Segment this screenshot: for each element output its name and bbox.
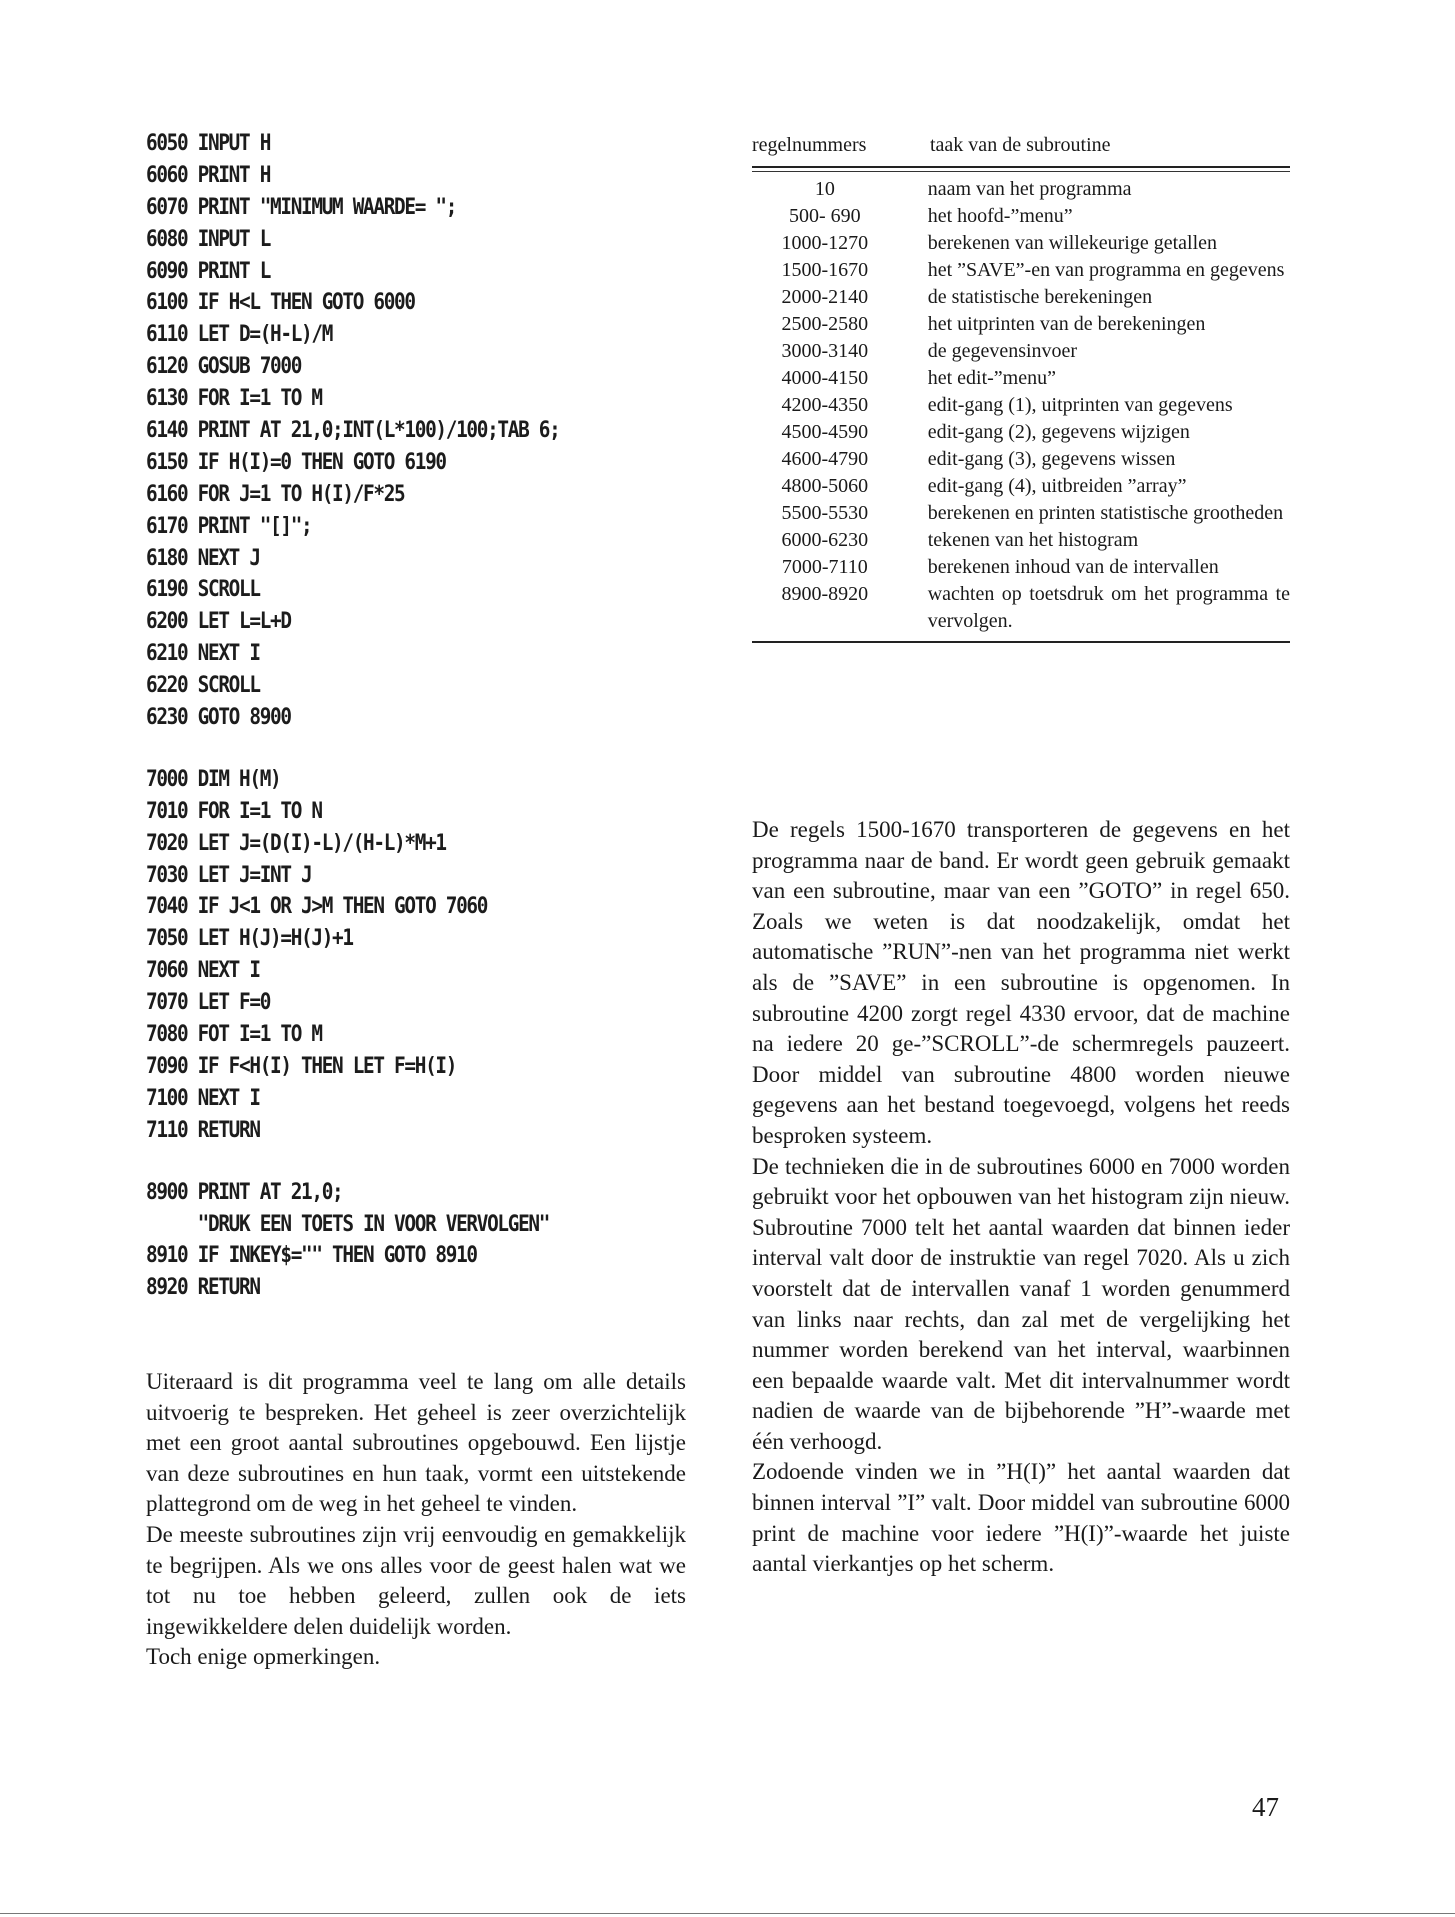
row-line-numbers: 7000-7110 xyxy=(781,556,868,578)
table-row xyxy=(752,203,1290,230)
code-line: 6140 PRINT AT 21,0;INT(L*100)/100;TAB 6; xyxy=(146,418,560,444)
row-line-numbers: 2000-2140 xyxy=(781,286,869,308)
code-line: 7100 NEXT I xyxy=(146,1085,260,1111)
code-line: 8900 PRINT AT 21,0; xyxy=(146,1179,343,1205)
row-task: de gegevensinvoer xyxy=(927,340,1078,362)
table-row xyxy=(752,473,1290,500)
row-line-numbers: 6000-6230 xyxy=(781,529,869,551)
row-line-numbers: 3000-3140 xyxy=(781,340,869,362)
code-line: 6070 PRINT "MINIMUM WAARDE= "; xyxy=(146,194,457,220)
row-line-numbers: 1500-1670 xyxy=(781,259,869,281)
paragraph: De technieken die in de subroutines 6000 en 7000 worden gebruikt voor het opbouwen van het histogram zijn nieuw. Subroutine 7000 telt het aantal waarden dat binnen ieder interval valt door de instruktie van regel 7020. Als u zich voorstelt dat de intervallen vanaf 1 worden genummerd van links naar rechts, dan zal met de vergelijking het nummer worden berekend van het interval, waarbinnen een bepaalde waarde valt. Met dit intervalnummer wordt nadien de waarde van de bijbehorende ”H”-waarde met één verhoogd. xyxy=(752,1153,1290,1454)
table-row xyxy=(752,257,1290,284)
code-line: 6100 IF H<L THEN GOTO 6000 xyxy=(146,290,415,316)
row-line-numbers: 8900-8920 xyxy=(781,583,869,605)
header-task: taak van de subroutine xyxy=(930,134,1111,156)
code-line: 6200 LET L=L+D xyxy=(146,609,291,635)
table-row xyxy=(752,419,1290,446)
code-line: 7010 FOR I=1 TO N xyxy=(146,798,322,824)
row-line-numbers: 4200-4350 xyxy=(781,394,869,416)
table-row xyxy=(752,311,1290,338)
table-row xyxy=(752,365,1290,392)
code-line: 6090 PRINT L xyxy=(146,258,271,284)
row-task: het uitprinten van de berekeningen xyxy=(927,313,1206,335)
row-task: het hoofd-”menu” xyxy=(927,205,1073,227)
header-line-numbers: regelnummers xyxy=(752,134,867,156)
code-line: 7020 LET J=(D(I)-L)/(H-L)*M+1 xyxy=(146,830,446,856)
table-row xyxy=(752,554,1290,581)
paragraph: Zodoende vinden we in ”H(I)” het aantal waarden dat binnen interval ”I” valt. Door middel van subroutine 6000 print de machine voor iedere ”H(I)”-waarde het juiste aantal vierkantjes op het scherm. xyxy=(752,1459,1290,1577)
row-line-numbers: 2500-2580 xyxy=(781,313,869,335)
code-line: 6160 FOR J=1 TO H(I)/F*25 xyxy=(146,481,405,507)
left-body-text xyxy=(146,1367,686,1673)
row-task: edit-gang (2), gegevens wijzigen xyxy=(927,421,1190,443)
table-row xyxy=(752,230,1290,257)
paragraph: Uiteraard is dit programma veel te lang om alle details uitvoerig te bespreken. Het geheel is zeer overzichtelijk met een groot aantal subroutines opgebouwd. Een lijstje van deze subroutines en hun taak, vormt een uitstekende plattegrond om de weg in het geheel te vinden. xyxy=(146,1369,686,1517)
bottom-rule xyxy=(0,1913,1455,1914)
code-line: 6210 NEXT I xyxy=(146,641,260,667)
table-row xyxy=(752,338,1290,365)
code-line: 7080 FOT I=1 TO M xyxy=(146,1022,322,1048)
code-line: 7000 DIM H(M) xyxy=(146,766,281,792)
row-task: berekenen inhoud van de intervallen xyxy=(927,556,1219,578)
row-task: het edit-”menu” xyxy=(927,367,1056,389)
subroutine-table xyxy=(752,132,1290,643)
row-line-numbers: 10 xyxy=(814,178,835,200)
row-line-numbers: 4500-4590 xyxy=(781,421,869,443)
row-line-numbers: 4000-4150 xyxy=(781,367,869,389)
code-line: 7050 LET H(J)=H(J)+1 xyxy=(146,926,353,952)
code-block xyxy=(146,128,665,734)
code-gap xyxy=(146,1147,665,1177)
code-line: 8920 RETURN xyxy=(146,1275,260,1301)
paragraph: Toch enige opmerkingen. xyxy=(146,1644,381,1670)
code-line: 6170 PRINT "[]"; xyxy=(146,513,312,539)
row-line-numbers: 4800-5060 xyxy=(781,475,869,497)
row-line-numbers: 5500-5530 xyxy=(781,502,869,524)
code-line: 6190 SCROLL xyxy=(146,577,260,603)
row-task: edit-gang (1), uitprinten van gegevens xyxy=(927,394,1233,416)
code-line: 7040 IF J<1 OR J>M THEN GOTO 7060 xyxy=(146,894,488,920)
table-row xyxy=(752,176,1290,203)
code-line: 7060 NEXT I xyxy=(146,958,260,984)
code-line: 7090 IF F<H(I) THEN LET F=H(I) xyxy=(146,1053,457,1079)
row-task: berekenen van willekeurige getallen xyxy=(927,232,1218,254)
table-header xyxy=(752,132,1290,164)
table-row xyxy=(752,446,1290,473)
table-row xyxy=(752,527,1290,554)
code-line: 8910 IF INKEY$="" THEN GOTO 8910 xyxy=(146,1243,477,1269)
row-line-numbers: 500- 690 xyxy=(789,205,861,227)
code-line: 7030 LET J=INT J xyxy=(146,862,312,888)
table-rule-top xyxy=(752,166,1290,168)
right-body-text xyxy=(752,815,1290,1580)
table-body xyxy=(752,176,1290,635)
paragraph: De meeste subroutines zijn vrij eenvoudig en gemakkelijk te begrijpen. Als we ons alles voor de geest halen wat we tot nu toe hebben geleerd, zullen ook de iets ingewikkeldere delen duidelijk worden. xyxy=(146,1521,686,1639)
code-block xyxy=(146,1177,665,1305)
code-line: 6080 INPUT L xyxy=(146,226,271,252)
table-row xyxy=(752,284,1290,311)
row-task: edit-gang (4), uitbreiden ”array” xyxy=(927,475,1187,497)
code-line: 6150 IF H(I)=0 THEN GOTO 6190 xyxy=(146,449,446,475)
table-row xyxy=(752,392,1290,419)
row-task: naam van het programma xyxy=(927,178,1132,200)
table-row xyxy=(752,500,1290,527)
code-listing xyxy=(146,128,665,1304)
code-line: 6230 GOTO 8900 xyxy=(146,705,291,731)
code-line: 6110 LET D=(H-L)/M xyxy=(146,322,333,348)
code-line: 6060 PRINT H xyxy=(146,162,271,188)
table-row xyxy=(752,581,1290,635)
code-line: "DRUK EEN TOETS IN VOOR VERVOLGEN" xyxy=(146,1211,550,1237)
row-task: berekenen en printen statistische grootheden xyxy=(927,502,1284,524)
row-task: het ”SAVE”-en van programma en gegevens xyxy=(927,259,1285,281)
code-line: 7070 LET F=0 xyxy=(146,990,271,1016)
row-task: de statistische berekeningen xyxy=(927,286,1153,308)
code-line: 7110 RETURN xyxy=(146,1117,260,1143)
paragraph: De regels 1500-1670 transporteren de gegevens en het programma naar de band. Er wordt geen gebruik gemaakt van een subroutine, maar van een ”GOTO” in regel 650. Zoals we weten is dat noodzakelijk, omdat het automatische ”RUN”-nen van het programma niet werkt als de ”SAVE” in een subroutine is opgenomen. In subroutine 4200 zorgt regel 4330 ervoor, dat de machine na iedere 20 ge-”SCROLL”-de schermregels pauzeert. Door middel van subroutine 4800 worden nieuwe gegevens aan het bestand toegevoegd, volgens het reeds besproken systeem. xyxy=(752,817,1290,1148)
row-task: tekenen van het histogram xyxy=(927,529,1139,551)
code-block xyxy=(146,764,665,1147)
code-line: 6220 SCROLL xyxy=(146,673,260,699)
row-task: wachten op toetsdruk om het programma te vervolgen. xyxy=(927,583,1290,632)
table-rule-thin xyxy=(752,171,1290,172)
code-line: 6180 NEXT J xyxy=(146,545,260,571)
page-number: 47 xyxy=(1252,1792,1279,1822)
row-task: edit-gang (3), gegevens wissen xyxy=(927,448,1176,470)
table-rule-bottom xyxy=(752,641,1290,643)
code-gap xyxy=(146,734,665,764)
code-line: 6050 INPUT H xyxy=(146,131,271,156)
row-line-numbers: 4600-4790 xyxy=(781,448,869,470)
code-line: 6120 GOSUB 7000 xyxy=(146,354,302,380)
code-line: 6130 FOR I=1 TO M xyxy=(146,386,322,412)
row-line-numbers: 1000-1270 xyxy=(781,232,869,254)
